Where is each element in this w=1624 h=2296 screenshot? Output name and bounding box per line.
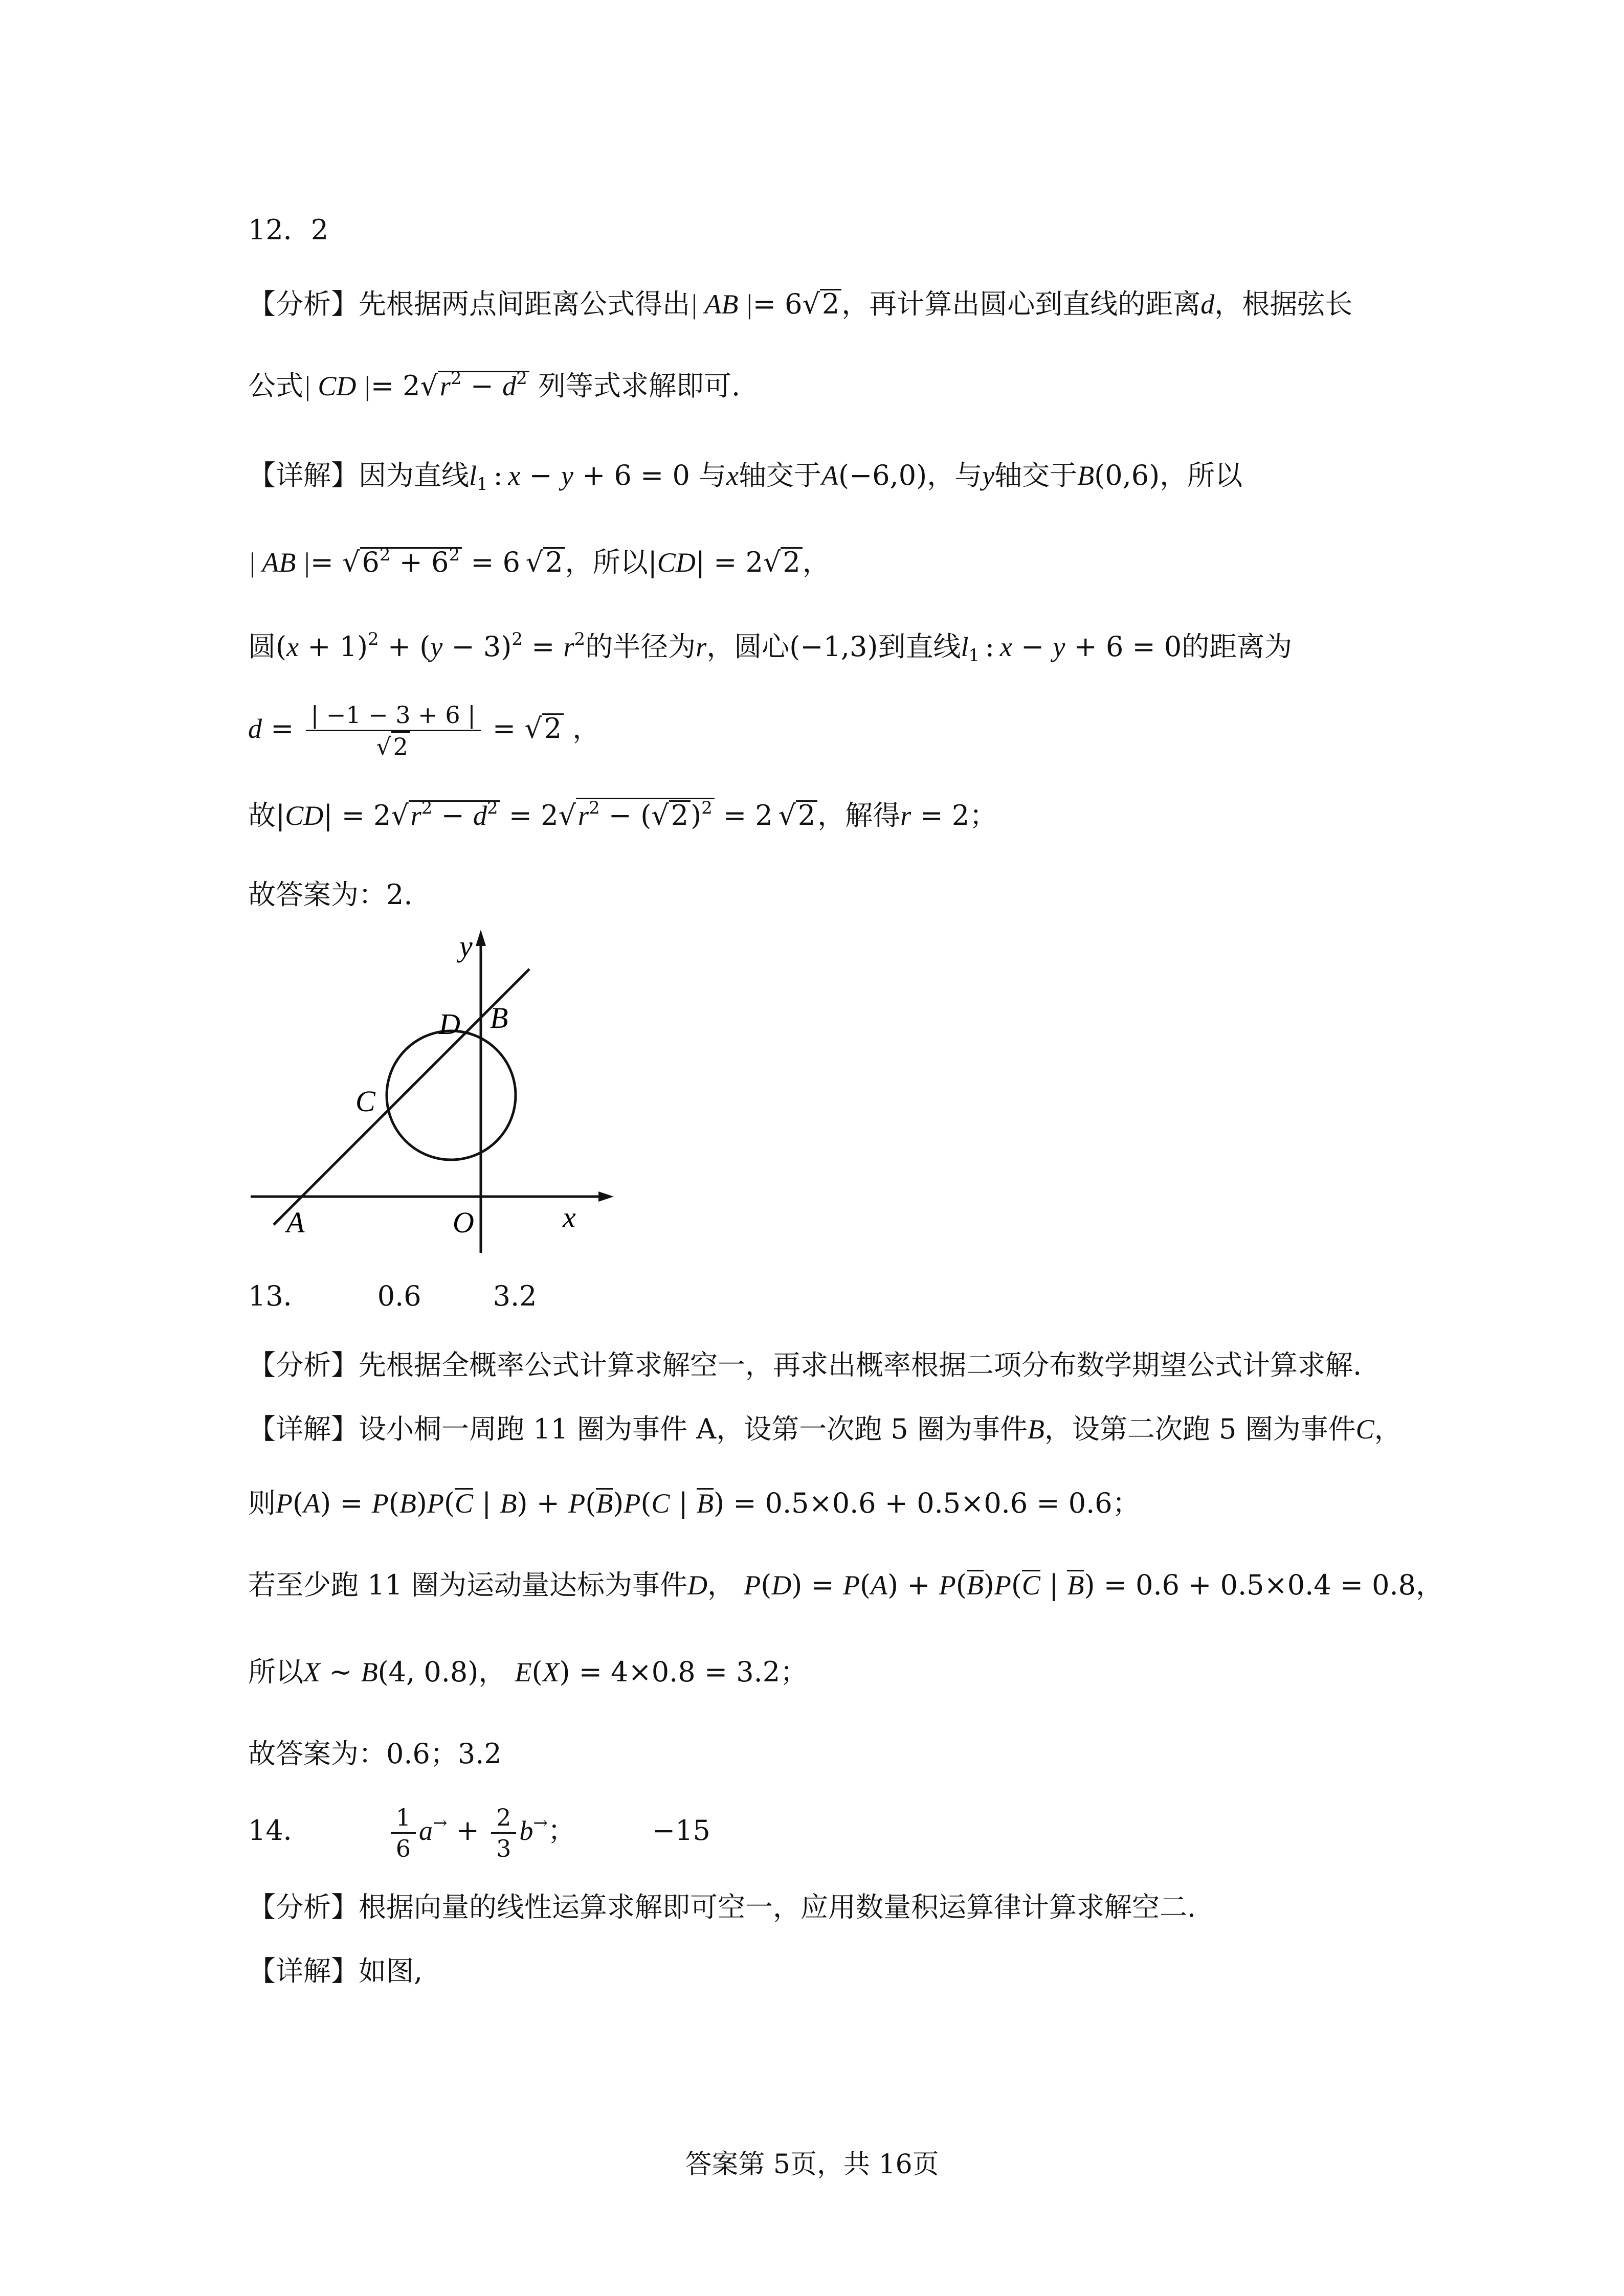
page-footer: 答案第 5页，共 16页 (685, 2149, 939, 2180)
label-y: y (459, 930, 473, 963)
q14-detail: 【详解】如图, (248, 1955, 423, 1987)
q12-answer: 故答案为：2. (248, 879, 413, 911)
y-axis-arrow (476, 930, 486, 946)
q14-number: 14． (248, 1814, 311, 1847)
q13-detail-line1: 【详解】设小桐一周跑 11 圈为事件 A，设第一次跑 5 圈为事件B，设第二次跑 5 圈为事件C， (248, 1413, 1402, 1445)
label-B: B (490, 1001, 508, 1034)
label-A: A (286, 1206, 305, 1239)
label-x: x (563, 1201, 576, 1234)
q12-detail-line5: 故$|CD| = 2√r^2 - d^2 = 2√r^2 - (√2)^2 = 2$ √2，解得r = 2； (248, 798, 997, 831)
q14-number-line: 14． $\frac{1}{6}$ a→ + $\frac{2}{3}$ b→； −15 (248, 1803, 710, 1862)
q12-figure (240, 926, 619, 1263)
x-axis-arrow (598, 1191, 614, 1202)
q12-detail-line3: 圆$(x + 1)^2 + (y - 3)^2 = r^2$的半径为r，圆心(−1,3)到直线$l_1$ : x − y + 6 = 0的距离为 (248, 629, 1293, 666)
q13-detail-line2: 则P(A) = P(B)P(C | B) + P(B)P(C | B) = 0.5×0.6 + 0.5×0.6 = 0.6； (248, 1487, 1140, 1519)
label-O: O (453, 1206, 474, 1239)
q12-detail-line4: d = $\frac{| -1 - 3 + 6 |}{√2}$ = √2 ， (248, 701, 600, 760)
q13-number: 13． (248, 1280, 311, 1312)
label-C: C (355, 1085, 375, 1118)
q14-analysis: 【分析】根据向量的线性运算求解即可空一，应用数量积运算律计算求解空二. (248, 1891, 1196, 1923)
q12-analysis-line1: 【分析】先根据两点间距离公式得出| AB |= 6√2，再计算出圆心到直线的距离d，根据弦长 (248, 288, 1353, 320)
q13-number-line (248, 1276, 537, 1317)
q12-number: 12．2 (248, 214, 329, 246)
q13-detail-line3: 若至少跑 11 圈为运动量达标为事件D， P(D) = P(A) + P(B)P(C | B) = 0.6 + 0.5×0.4 = 0.8， (248, 1569, 1444, 1601)
q13-answer: 故答案为：0.6；3.2 (248, 1738, 502, 1770)
q14-blank2: −15 (652, 1814, 710, 1847)
q13-blank1: 0.6 (377, 1280, 421, 1312)
q12-detail-line1: 【详解】因为直线$l_1$ : x − y + 6 = 0 与x轴交于A(−6,0)，与y轴交于B(0,6)，所以 (248, 459, 1243, 494)
q13-detail-line4: 所以X ~ B(4, 0.8)， E(X) = 4×0.8 = 3.2； (248, 1656, 808, 1688)
q12-detail-line2: | AB |= $√6^2 + 6^2 = 6$ √2，所以|CD| = 2√2， (248, 545, 830, 578)
label-D: D (439, 1007, 460, 1041)
circle (387, 1031, 516, 1160)
q12-analysis-line2: 公式| CD |= $2√r^2 - d^2$ 列等式求解即可. (248, 368, 741, 402)
q13-analysis: 【分析】先根据全概率公式计算求解空一，再求出概率根据二项分布数学期望公式计算求解. (248, 1349, 1362, 1381)
q13-blank2: 3.2 (493, 1280, 537, 1312)
